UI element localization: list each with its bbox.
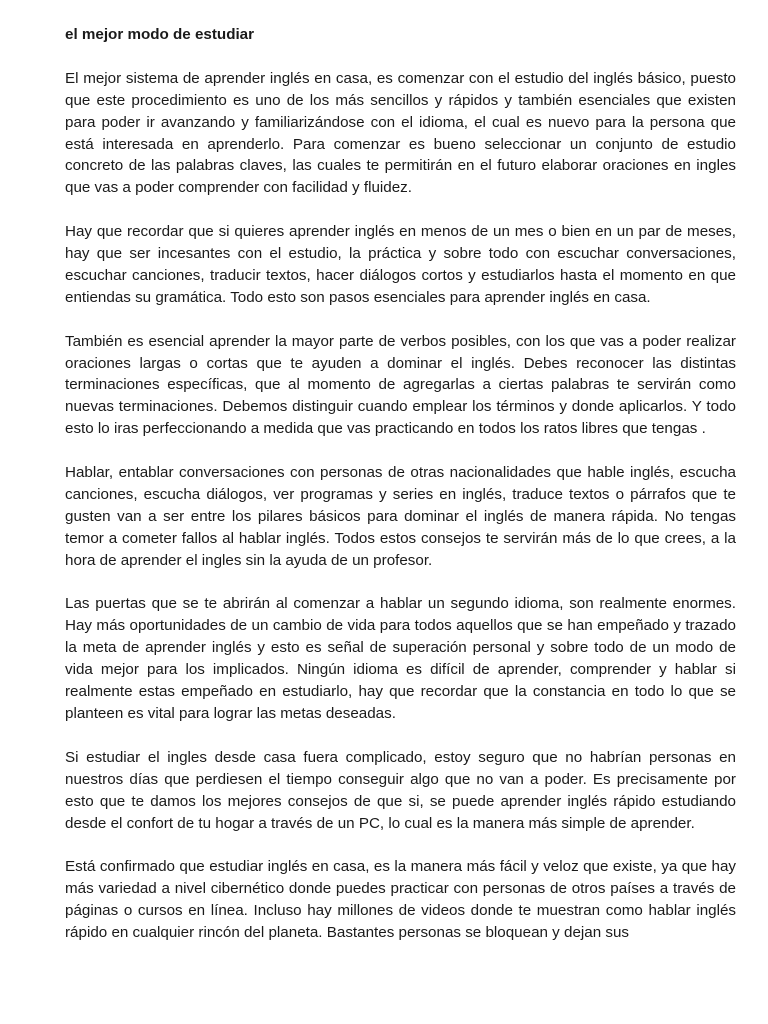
document-title: el mejor modo de estudiar (65, 26, 255, 43)
paragraph-3: También es esencial aprender la mayor parte de verbos posibles, con los que vas a poder realizar oraciones largas o cortas que te ayuden a dominar el inglés. Debes reconocer las distintas terminaciones específicas, que al momento de agregarlas a ciertas palabras te servirán como nuevas terminaciones. Debemos distinguir cuando emplear los términos y donde aplicarlos. Y todo esto lo iras perfeccionando a medida que vas practicando en todos los ratos libres que tengas . (65, 332, 736, 438)
document-page (65, 24, 736, 966)
paragraph-7: Está confirmado que estudiar inglés en casa, es la manera más fácil y veloz que existe, ya que hay más variedad a nivel cibernético donde puedes practicar con personas de otros países a través de páginas o cursos en línea. Incluso hay millones de videos donde te muestran como hablar inglés rápido en cualquier rincón del planeta. Bastantes personas se bloquean y dejan sus (65, 858, 736, 942)
paragraph-5: Las puertas que se te abrirán al comenzar a hablar un segundo idioma, son realmente enormes. Hay más oportunidades de un cambio de vida para todos aquellos que se han empeñado y trazado la meta de aprender inglés y esto es señal de superación personal y sobre todo de un modo de vida mejor para los implicados. Ningún idioma es difícil de aprender, comprender y hablar si realmente estas empeñado en estudiarlo, hay que recordar que la constancia en todo lo que se planteen es vital para lograr las metas deseadas. (65, 595, 736, 723)
paragraph-6: Si estudiar el ingles desde casa fuera complicado, estoy seguro que no habrían personas en nuestros días que perdiesen el tiempo conseguir algo que no van a poder. Es precisamente por esto que te damos los mejores consejos de que si, se puede aprender inglés rápido estudiando desde el confort de tu hogar a través de un PC, lo cual es la manera más simple de aprender. (65, 748, 736, 832)
paragraph-2: Hay que recordar que si quieres aprender inglés en menos de un mes o bien en un par de meses, hay que ser incesantes con el estudio, la práctica y sobre todo con escuchar conversaciones, escuchar canciones, traducir textos, hacer diálogos cortos y estudiarlos hasta el momento en que entiendas su gramática. Todo esto son pasos esenciales para aprender inglés en casa. (65, 223, 736, 306)
paragraph-1: El mejor sistema de aprender inglés en casa, es comenzar con el estudio del inglés básico, puesto que este procedimiento es uno de los más sencillos y rápidos y también esenciales que existen para poder ir avanzando y familiarizándose con el idioma, el cual es nuevo para la persona que está interesada en aprenderlo. Para comenzar es bueno seleccionar un conjunto de estudio concreto de las palabras claves, las cuales te permitirán en el futuro elaborar oraciones en ingles que vas a poder comprender con facilidad y fluidez. (65, 69, 736, 197)
paragraph-4: Hablar, entablar conversaciones con personas de otras nacionalidades que hable inglés, escucha canciones, escucha diálogos, ver programas y series en inglés, traduce textos o párrafos que te gusten van a ser entre los pilares básicos para dominar el inglés de manera rápida. No tengas temor a cometer fallos al hablar inglés. Todos estos consejos te servirán más de lo que crees, a la hora de aprender el ingles sin la ayuda de un profesor. (65, 464, 736, 569)
